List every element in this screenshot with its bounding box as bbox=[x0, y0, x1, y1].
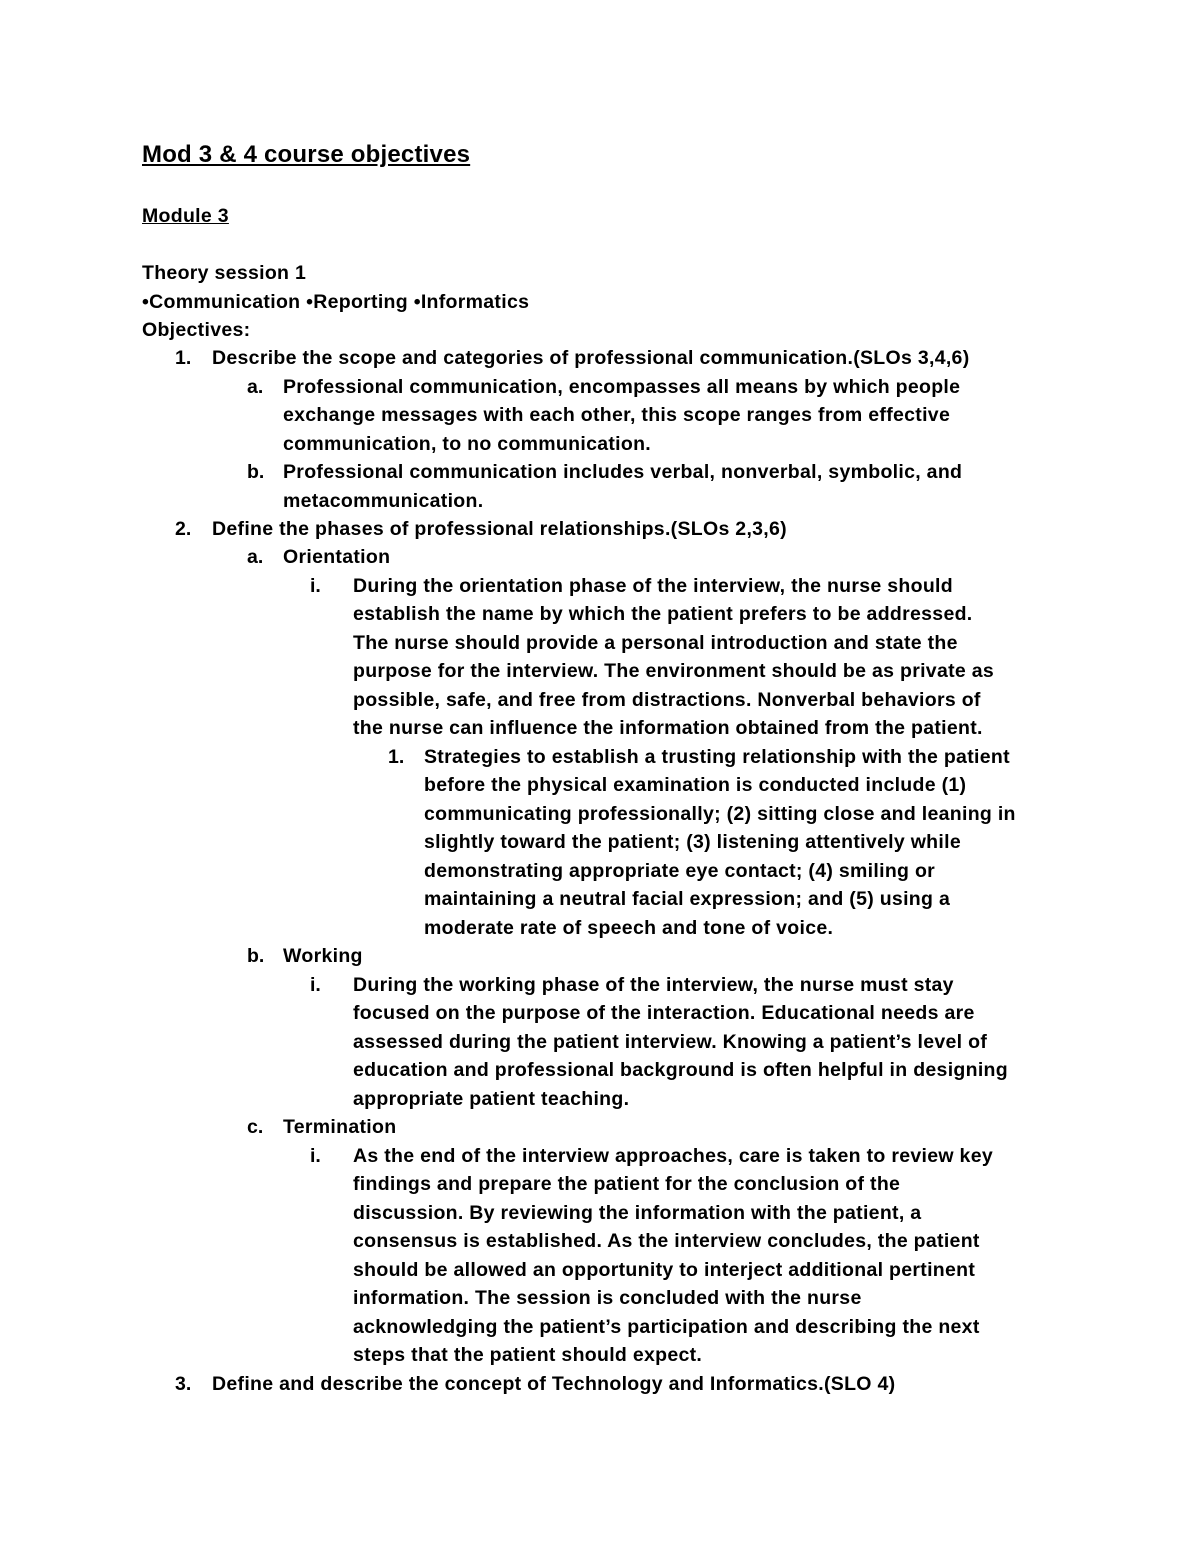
termination-detail-line: should be allowed an opportunity to interject additional pertinent bbox=[353, 1259, 976, 1281]
strategies-line: demonstrating appropriate eye contact; (4) smiling or bbox=[424, 860, 936, 882]
document-title: Mod 3 & 4 course objectives bbox=[142, 141, 471, 168]
working-detail-line: education and professional background is often helpful in designing bbox=[353, 1059, 1008, 1081]
list-marker: i. bbox=[310, 974, 321, 996]
strategies-line: communicating professionally; (2) sitting close and leaning in bbox=[424, 803, 1016, 825]
termination-detail-line: acknowledging the patient’s participation and describing the next bbox=[353, 1316, 980, 1338]
termination-detail-line: As the end of the interview approaches, care is taken to review key bbox=[353, 1145, 993, 1167]
strategies-line: before the physical examination is conducted include (1) bbox=[424, 774, 967, 796]
working-detail-line: assessed during the patient interview. Knowing a patient’s level of bbox=[353, 1031, 988, 1053]
objective-1a-line: exchange messages with each other, this scope ranges from effective bbox=[283, 404, 951, 426]
list-marker: 1. bbox=[175, 347, 192, 369]
phase-termination-label: Termination bbox=[283, 1116, 397, 1138]
list-marker: c. bbox=[247, 1116, 264, 1138]
topics-line: •Communication •Reporting •Informatics bbox=[142, 291, 530, 313]
objectives-label: Objectives: bbox=[142, 319, 251, 341]
termination-detail-line: discussion. By reviewing the information with the patient, a bbox=[353, 1202, 922, 1224]
list-marker: b. bbox=[247, 945, 265, 967]
working-detail-line: During the working phase of the interview, the nurse must stay bbox=[353, 974, 954, 996]
session-title: Theory session 1 bbox=[142, 262, 307, 284]
list-marker: 2. bbox=[175, 518, 192, 540]
termination-detail-line: consensus is established. As the interview concludes, the patient bbox=[353, 1230, 980, 1252]
orientation-detail-line: possible, safe, and free from distractions. Nonverbal behaviors of bbox=[353, 689, 981, 711]
termination-detail-line: steps that the patient should expect. bbox=[353, 1344, 703, 1366]
strategies-line: moderate rate of speech and tone of voice. bbox=[424, 917, 834, 939]
objective-1b-line: metacommunication. bbox=[283, 490, 484, 512]
orientation-detail-line: The nurse should provide a personal introduction and state the bbox=[353, 632, 958, 654]
phase-orientation-label: Orientation bbox=[283, 546, 391, 568]
list-marker: i. bbox=[310, 1145, 321, 1167]
strategies-line: slightly toward the patient; (3) listening attentively while bbox=[424, 831, 961, 853]
orientation-detail-line: During the orientation phase of the interview, the nurse should bbox=[353, 575, 953, 597]
list-marker: 1. bbox=[388, 746, 405, 768]
working-detail-line: appropriate patient teaching. bbox=[353, 1088, 630, 1110]
orientation-detail-line: purpose for the interview. The environment should be as private as bbox=[353, 660, 995, 682]
termination-detail-line: information. The session is concluded with the nurse bbox=[353, 1287, 862, 1309]
list-marker: b. bbox=[247, 461, 265, 483]
objective-1b-line: Professional communication includes verbal, nonverbal, symbolic, and bbox=[283, 461, 963, 483]
objective-2-text: Define the phases of professional relationships.(SLOs 2,3,6) bbox=[212, 518, 787, 540]
orientation-detail-line: establish the name by which the patient prefers to be addressed. bbox=[353, 603, 973, 625]
termination-detail-line: findings and prepare the patient for the conclusion of the bbox=[353, 1173, 901, 1195]
objective-1a-line: communication, to no communication. bbox=[283, 433, 652, 455]
list-marker: a. bbox=[247, 376, 264, 398]
objective-1a-line: Professional communication, encompasses all means by which people bbox=[283, 376, 961, 398]
objective-3-text: Define and describe the concept of Technology and Informatics.(SLO 4) bbox=[212, 1373, 896, 1395]
module-heading: Module 3 bbox=[142, 205, 229, 227]
phase-working-label: Working bbox=[283, 945, 363, 967]
list-marker: 3. bbox=[175, 1373, 192, 1395]
list-marker: a. bbox=[247, 546, 264, 568]
objective-1-text: Describe the scope and categories of professional communication.(SLOs 3,4,6) bbox=[212, 347, 970, 369]
strategies-line: Strategies to establish a trusting relationship with the patient bbox=[424, 746, 1010, 768]
working-detail-line: focused on the purpose of the interaction. Educational needs are bbox=[353, 1002, 975, 1024]
list-marker: i. bbox=[310, 575, 321, 597]
orientation-detail-line: the nurse can influence the information obtained from the patient. bbox=[353, 717, 983, 739]
strategies-line: maintaining a neutral facial expression; and (5) using a bbox=[424, 888, 951, 910]
